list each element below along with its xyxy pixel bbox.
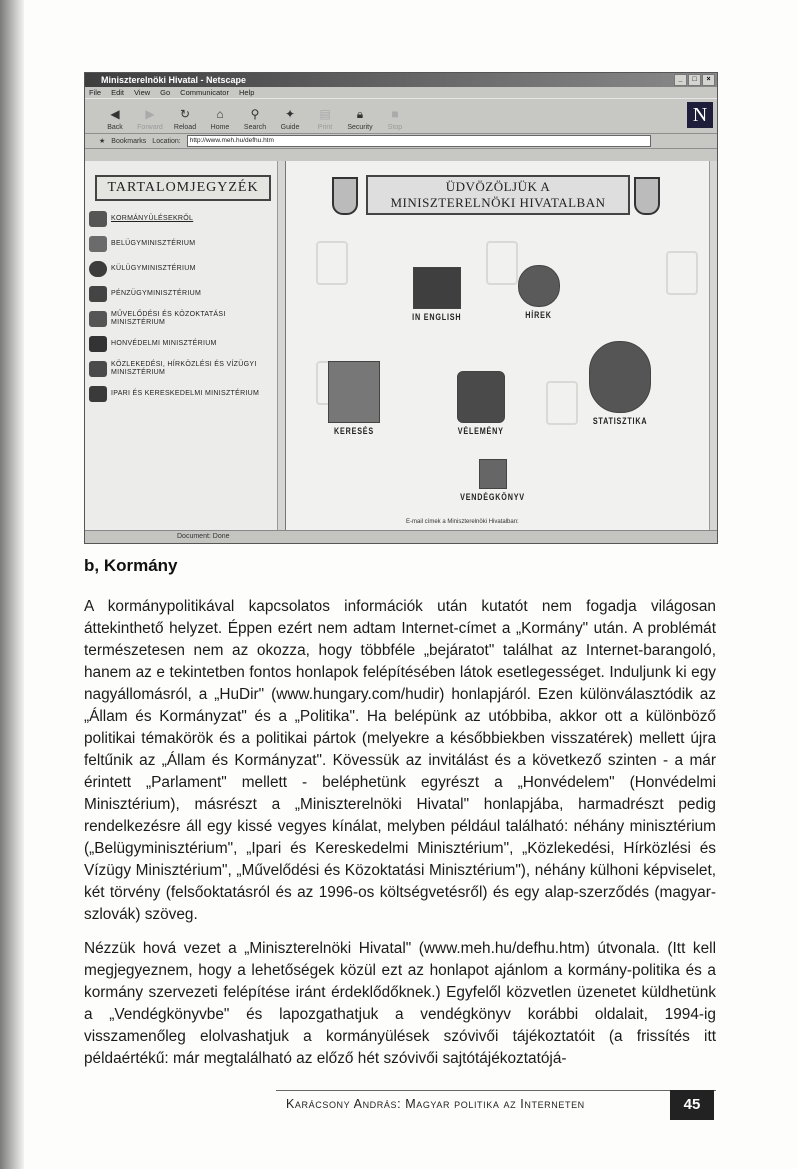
magnifier-icon bbox=[328, 361, 380, 423]
home-icon: ⌂ bbox=[216, 107, 224, 121]
location-label: Location: bbox=[152, 137, 181, 145]
tile-in-english[interactable]: IN ENGLISH bbox=[406, 267, 468, 322]
crest-watermark-icon bbox=[486, 241, 518, 285]
book-icon bbox=[89, 311, 107, 327]
bookmarks-button[interactable]: Bookmarks bbox=[111, 137, 147, 145]
browser-screenshot bbox=[84, 72, 718, 544]
security-button[interactable]: 🔒︎ Security bbox=[347, 106, 373, 131]
status-bar bbox=[85, 530, 717, 543]
forward-arrow-icon: ▶ bbox=[145, 107, 155, 121]
welcome-banner: ÜDVÖZÖLJÜK A MINISZTERELNÖKI HIVATALBAN bbox=[366, 175, 630, 215]
menu-help[interactable]: Help bbox=[238, 88, 255, 97]
telephone-icon bbox=[457, 371, 505, 423]
crest-watermark-icon bbox=[546, 381, 578, 425]
maximize-icon[interactable]: □ bbox=[688, 74, 701, 86]
ministry-nav bbox=[89, 211, 273, 411]
nav-item-belugy[interactable]: BELÜGYMINISZTÉRIUM bbox=[89, 236, 273, 252]
section-heading: b, Kormány bbox=[84, 556, 178, 575]
search-button[interactable]: ⚲ Search bbox=[243, 107, 267, 131]
menu-edit[interactable]: Edit bbox=[111, 88, 125, 97]
tile-vendegkonyv[interactable]: VENDÉGKÖNYV bbox=[452, 459, 533, 502]
bookmark-icon: ★ bbox=[99, 138, 106, 145]
stop-button[interactable]: ■ Stop bbox=[387, 107, 403, 131]
tile-hirek[interactable]: HÍREK bbox=[518, 265, 560, 320]
coat-of-arms-icon bbox=[332, 177, 358, 215]
reload-button[interactable]: ↻ Reload bbox=[173, 107, 197, 131]
page-number: 45 bbox=[670, 1090, 714, 1120]
tile-kereses[interactable]: KERESÉS bbox=[328, 361, 380, 436]
book-spine-shadow bbox=[0, 0, 24, 1169]
guide-icon: ✦ bbox=[284, 107, 296, 121]
email-link[interactable]: E-mail címek a Miniszterelnöki Hivatalban: bbox=[406, 519, 519, 525]
browser-titlebar bbox=[85, 73, 717, 87]
nav-item-kormanyules[interactable]: KORMÁNYÜLÉSEKRŐL bbox=[89, 211, 273, 227]
nav-item-penzugy[interactable]: PÉNZÜGYMINISZTÉRIUM bbox=[89, 286, 273, 302]
reload-icon: ↻ bbox=[179, 107, 191, 121]
running-footer: Karácsony András: Magyar politika az Interneten bbox=[286, 1097, 585, 1111]
globe-icon bbox=[89, 261, 107, 277]
tile-velemeny[interactable]: VÉLEMÉNY bbox=[452, 371, 510, 436]
pie-chart-icon bbox=[589, 341, 651, 413]
netscape-logo-icon: N bbox=[687, 102, 713, 128]
window-title: Miniszterelnöki Hivatal - Netscape bbox=[101, 75, 247, 85]
location-bar bbox=[85, 134, 717, 149]
guide-button[interactable]: ✦ Guide bbox=[280, 107, 300, 131]
navigation-toolbar bbox=[85, 98, 717, 134]
padlock-icon: 🔒︎ bbox=[356, 106, 364, 121]
stop-icon: ■ bbox=[391, 107, 399, 121]
tile-statisztika[interactable]: STATISZTIKA bbox=[586, 341, 654, 426]
back-arrow-icon: ◀ bbox=[110, 107, 120, 121]
back-button[interactable]: ◀ Back bbox=[107, 107, 123, 131]
url-field[interactable]: http://www.meh.hu/defhu.htm bbox=[187, 135, 651, 147]
toc-scrollbar[interactable] bbox=[277, 161, 285, 531]
main-scrollbar[interactable] bbox=[709, 161, 717, 531]
globe-icon bbox=[518, 265, 560, 307]
coat-of-arms-icon bbox=[634, 177, 660, 215]
sword-icon bbox=[89, 236, 107, 252]
forward-button[interactable]: ▶ Forward bbox=[137, 107, 163, 131]
tank-icon bbox=[89, 336, 107, 352]
menu-file[interactable]: File bbox=[89, 88, 102, 97]
printer-icon: ▤ bbox=[319, 107, 331, 121]
page-content bbox=[85, 161, 717, 531]
nav-item-honvedelmi[interactable]: HONVÉDELMI MINISZTÉRIUM bbox=[89, 336, 273, 352]
main-frame bbox=[286, 161, 717, 531]
guestbook-icon bbox=[479, 459, 507, 489]
menu-view[interactable]: View bbox=[134, 88, 151, 97]
paragraph-1: A kormánypolitikával kapcsolatos információk után kutatót nem fogadja világosan áttekinthető helyzet. Éppen ezért nem adtam Internet-címet a „Kormány" után. A problémát természetesen nem az okozza, hogy többféle „bejáratot" találhat az Internet-barangoló, hanem az e tekintetben fontos honlapok felépítésében látok esetlegességet. Induljunk ki egy nagyállomásról, a „HuDir" (www.hungary.com/hudir) honlapjáról. Ezen különválasztódik az „Állam és Kormányzat" és a „Politika". Ha belépünk az utóbbiba, akkor ott a különböző politikai témakörök és a politikai pártok (melyekre a későbbiekben visszatérek) mellett újra feltűnik az „Állam és Kormányzat". Kövessük az invitálást és a következő szinten - a már érintett „Parlament" mellett - beléphetünk egyrészt a „Honvédelem" (Honvédelmi Minisztérium), másrészt a „Miniszterelnöki Hivatal" honlapjába, harmadrészt pedig rendelkezésre áll egy kissé vegyes kínálat, melyben például található: néhány minisztérium („Belügyminisztérium", „Ipari és Kereskedelmi Minisztérium", „Közlekedési, Hírközlési és Vízügy Minisztérium", „Művelődési és Közoktatási Minisztérium"), néhány külhoni képviselet, két törvény (felsőoktatásról és az 1996-os költségvetésről) és egy alap-szerződés (magyar-szlovák) szöveg. bbox=[84, 598, 716, 923]
footer-rule bbox=[276, 1090, 716, 1091]
search-icon: ⚲ bbox=[250, 107, 260, 121]
money-icon bbox=[89, 286, 107, 302]
menu-communicator[interactable]: Communicator bbox=[180, 88, 229, 97]
nav-item-kozlekedesi[interactable]: KÖZLEKEDÉSI, HÍRKÖZLÉSI ÉS VÍZÜGYI MINISZTÉRIUM bbox=[89, 361, 273, 377]
print-button[interactable]: ▤ Print bbox=[317, 107, 333, 131]
union-jack-icon bbox=[413, 267, 461, 309]
crest-watermark-icon bbox=[316, 241, 348, 285]
menu-go[interactable]: Go bbox=[160, 88, 171, 97]
nav-item-kulugy[interactable]: KÜLÜGYMINISZTÉRIUM bbox=[89, 261, 273, 277]
crest-watermark-icon bbox=[666, 251, 698, 295]
home-button[interactable]: ⌂ Home bbox=[210, 107, 230, 131]
close-icon[interactable]: × bbox=[702, 74, 715, 86]
telephone-icon bbox=[89, 361, 107, 377]
minimize-icon[interactable]: _ bbox=[674, 74, 687, 86]
toc-frame bbox=[85, 161, 286, 531]
nav-item-ipari[interactable]: IPARI ÉS KERESKEDELMI MINISZTÉRIUM bbox=[89, 386, 273, 402]
nav-item-muvelodesi[interactable]: MŰVELŐDÉSI ÉS KÖZOKTATÁSI MINISZTÉRIUM bbox=[89, 311, 273, 327]
menu-bar bbox=[85, 87, 717, 98]
paragraph-2: Nézzük hová vezet a „Miniszterelnöki Hivatal" (www.meh.hu/defhu.htm) útvonala. (Itt kell megjegyeznem, hogy a lehetőségek közül ezt az honlapot ajánlom a kormány-politika és a kormány szervezeti felépítése iránt érdeklődőknek.) Egyfelől közvetlen üzenetet küldhetünk a „Vendégkönyvbe" és lapozgathatjuk a vendégkönyv korábbi oldalait, 1994-ig visszamenőleg elolvashatjuk a kormányülések szóvivői tájékoztatóit (a frissítés itt példaértékű: már megtalálható az előző hét szóvivői sajtótájékoztatójá- bbox=[84, 940, 716, 1067]
factory-icon bbox=[89, 386, 107, 402]
status-text: Document: Done bbox=[177, 533, 230, 540]
pen-icon bbox=[89, 211, 107, 227]
toc-title: TARTALOMJEGYZÉK bbox=[95, 175, 271, 201]
